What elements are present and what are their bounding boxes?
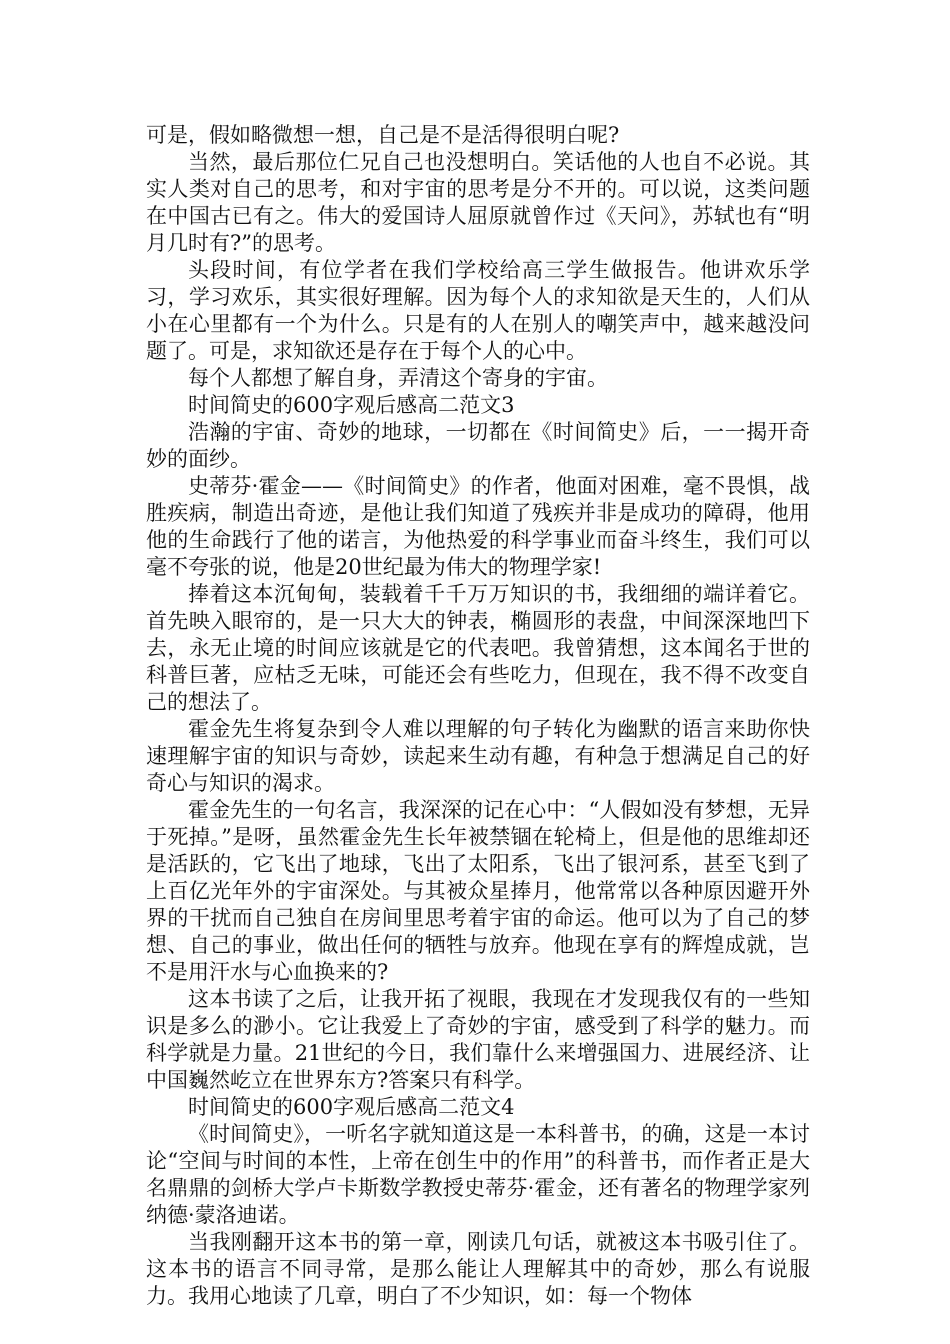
paragraph: 浩瀚的宇宙、奇妙的地球，一切都在《时间简史》后，一一揭开奇妙的面纱。 <box>146 420 810 471</box>
section-heading: 时间简史的600字观后感高二范文4 <box>188 1095 515 1119</box>
section-heading: 时间简史的600字观后感高二范文3 <box>188 393 515 417</box>
paragraph: 捧着这本沉甸甸，装载着千千万万知识的书，我细细的端详着它。首先映入眼帘的，是一只大大的钟表，椭圆形的表盘，中间深深地凹下去，永无止境的时间应该就是它的代表吧。我曾猜想，这本闻名于世的科普巨著，应枯乏无味，可能还会有些吃力，但现在，我不得不改变自己的想法了。 <box>146 582 810 714</box>
paragraph: 当然，最后那位仁兄自己也没想明白。笑话他的人也自不必说。其实人类对自己的思考，和对宇宙的思考是分不开的。可以说，这类问题在中国古已有之。伟大的爱国诗人屈原就曾作过《天问》，苏轼也有“明月几时有?”的思考。 <box>146 150 810 255</box>
paragraph-continuation: 可是，假如略微想一想，自己是不是活得很明白呢? <box>146 123 620 147</box>
paragraph: 《时间简史》，一听名字就知道这是一本科普书，的确，这是一本讨论“空间与时间的本性，上帝在创生中的作用”的科普书，而作者正是大名鼎鼎的剑桥大学卢卡斯数学教授史蒂芬·霍金，还有著名的物理学家列纳德·蒙洛迪诺。 <box>146 1122 810 1227</box>
document-page <box>146 122 810 1310</box>
paragraph: 这本书读了之后，让我开拓了视眼，我现在才发现我仅有的一些知识是多么的渺小。它让我爱上了奇妙的宇宙，感受到了科学的魅力。而科学就是力量。21世纪的今日，我们靠什么来增强国力、进展经济、让中国巍然屹立在世界东方?答案只有科学。 <box>146 987 810 1092</box>
paragraph: 当我刚翻开这本书的第一章，刚读几句话，就被这本书吸引住了。这本书的语言不同寻常，是那么能让人理解其中的奇妙，那么有说服力。我用心地读了几章，明白了不少知识，如：每一个物体 <box>146 1230 810 1308</box>
paragraph: 每个人都想了解自身，弄清这个寄身的宇宙。 <box>188 366 608 390</box>
paragraph: 头段时间，有位学者在我们学校给高三学生做报告。他讲欢乐学习，学习欢乐，其实很好理解。因为每个人的求知欲是天生的，人们从小在心里都有一个为什么。只是有的人在别人的嘲笑声中，越来越没问题了。可是，求知欲还是存在于每个人的心中。 <box>146 258 810 363</box>
paragraph: 霍金先生将复杂到令人难以理解的句子转化为幽默的语言来助你快速理解宇宙的知识与奇妙，读起来生动有趣，有种急于想满足自己的好奇心与知识的渴求。 <box>146 717 810 795</box>
paragraph: 史蒂芬·霍金——《时间简史》的作者，他面对困难，毫不畏惧，战胜疾病，制造出奇迹，是他让我们知道了残疾并非是成功的障碍，他用他的生命践行了他的诺言，为他热爱的科学事业而奋斗终生，我们可以毫不夸张的说，他是20世纪最为伟大的物理学家! <box>146 474 810 579</box>
paragraph: 霍金先生的一句名言，我深深的记在心中：“人假如没有梦想，无异于死掉。”是呀，虽然霍金先生长年被禁锢在轮椅上，但是他的思维却还是活跃的，它飞出了地球，飞出了太阳系，飞出了银河系，甚至飞到了上百亿光年外的宇宙深处。与其被众星捧月，他常常以各种原因避开外界的干扰而自己独自在房间里思考着宇宙的命运。他可以为了自己的梦想、自己的事业，做出任何的牺牲与放弃。他现在享有的辉煌成就，岂不是用汗水与心血换来的? <box>146 798 810 984</box>
